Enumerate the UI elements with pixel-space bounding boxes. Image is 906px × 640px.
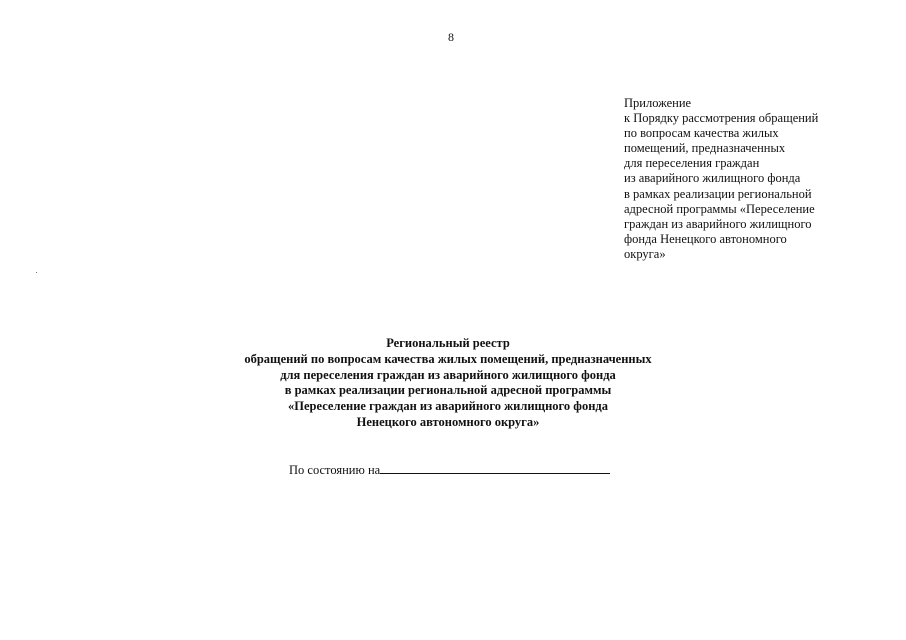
title-line: для переселения граждан из аварийного жилищного фонда [280,367,616,382]
title-line: в рамках реализации региональной адресной программы [284,383,612,398]
title-line: Ненецкого автономного округа» [356,414,540,429]
annex-block [624,96,864,262]
status-date-row [289,461,610,478]
annex-line: к Порядку рассмотрения обращений [624,111,819,126]
page-number: 8 [448,30,454,44]
annex-line: граждан из аварийного жилищного [624,216,812,231]
annex-line: по вопросам качества жилых [624,126,779,141]
annex-line: в рамках реализации региональной [624,186,812,201]
annex-line: помещений, предназначенных [624,141,786,156]
document-title [0,336,906,431]
annex-line: Приложение [624,96,692,110]
status-label: По состоянию на [289,463,381,477]
status-date-blank[interactable] [380,461,610,474]
title-line: Региональный реестр [386,336,510,350]
scan-artifact-dot [36,272,37,273]
annex-line: для переселения граждан [624,156,760,171]
annex-line: из аварийного жилищного фонда [624,171,801,186]
annex-line: округа» [624,246,666,261]
annex-line: адресной программы «Переселение [624,201,815,216]
title-line: «Переселение граждан из аварийного жилищного фонда [288,399,608,414]
title-line: обращений по вопросам качества жилых помещений, предназначенных [244,351,652,366]
annex-line: фонда Ненецкого автономного [624,231,787,246]
